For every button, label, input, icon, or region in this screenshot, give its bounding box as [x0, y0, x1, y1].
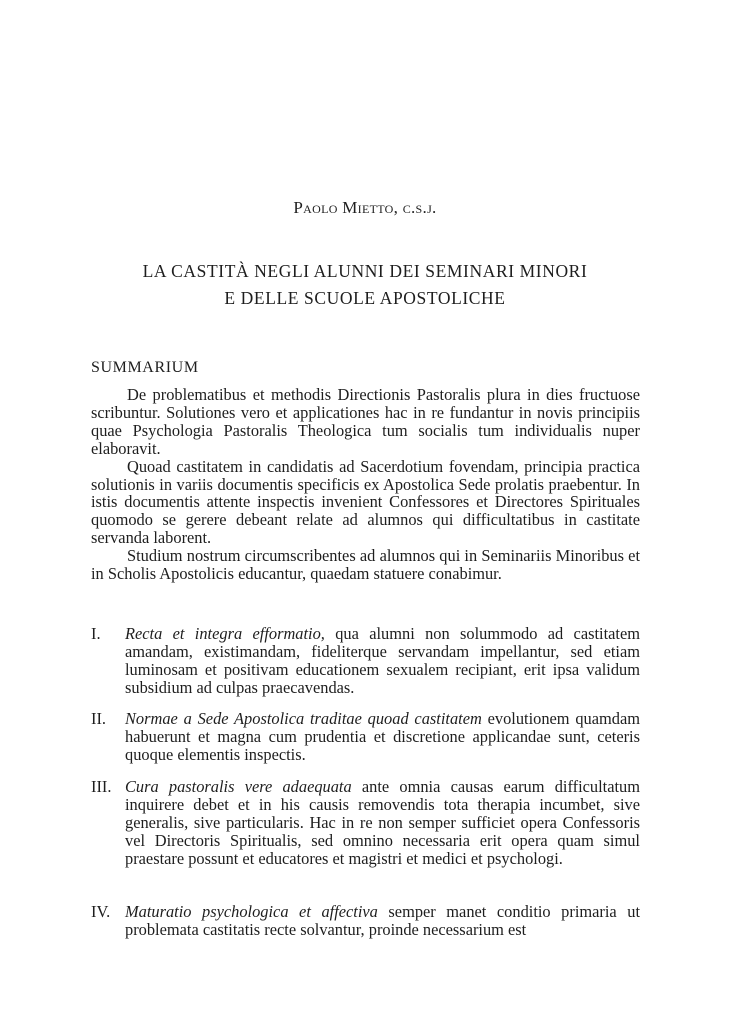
list-item-1 — [91, 625, 640, 697]
article-title-line-2: E DELLE SCUOLE APOSTOLICHE — [224, 288, 506, 308]
list-item-number: I. — [91, 624, 101, 643]
list-item-text — [125, 903, 640, 939]
summarium-paragraph-2: Quoad castitatem in candidatis ad Sacerdotium fovendam, principia practica solutionis in variis documentis specificis ex Apostolica Sede prolatis praebentur. In istis documentis attente inspectis invenient Confessores et Directores Spirituales quomodo se gerere debeant relate ad alumnos qui difficultatibus in castitate servanda laborent. — [91, 456, 640, 548]
list-item-3 — [91, 778, 640, 868]
list-item-2 — [91, 710, 640, 764]
list-item-rest: semper manet conditio primaria ut problemata castitatis recte solvantur, proinde necessarium est — [125, 902, 640, 939]
summarium-heading: SUMMARIUM — [91, 359, 199, 376]
list-item-lead: Cura pastoralis vere adaequata — [125, 777, 352, 796]
list-item-text — [125, 778, 640, 868]
article-title-line-1: LA CASTITÀ NEGLI ALUNNI DEI SEMINARI MINORI — [142, 261, 588, 281]
list-item-lead: Maturatio psychologica et affectiva — [125, 902, 378, 921]
list-item-number: II. — [91, 709, 107, 728]
list-item-number: III. — [91, 777, 112, 796]
summarium-paragraph-3: Studium nostrum circumscribentes ad alumnos qui in Seminariis Minoribus et in Scholis Apostolicis educantur, quaedam statuere conabimur. — [91, 546, 640, 584]
list-item-4 — [91, 903, 640, 939]
list-item-text — [125, 710, 640, 764]
summarium-body — [91, 386, 640, 583]
list-item-rest: qua alumni non solummodo ad castitatem amandam, existimandam, fideliterque servandam impellantur, sed etiam luminosam et positivam educationem sexualem recipiant, erit ipsa validum subsidium ad culpas praecavendas. — [125, 624, 640, 697]
article-title — [0, 258, 730, 312]
list-item-rest: ante omnia causas earum difficultatum inquirere debet et in his causis removendis tota therapia incumbet, sive generalis, sive particularis. Hac in re non semper sufficiet opera Confessoris vel Directoris Spiritualis, sed omnino necessaria erit opera quam simul praestare possunt et educatores et magistri et medici et psychologi. — [125, 777, 640, 868]
list-item-text — [125, 625, 640, 697]
list-item-number: IV. — [91, 902, 111, 921]
list-item-lead: Normae a Sede Apostolica traditae quoad castitatem — [125, 709, 482, 728]
list-item-rest: evolutionem quamdam habuerunt et magna cum prudentia et discretione applicandae sunt, ceteris quoque elementis inspectis. — [125, 709, 640, 764]
summarium-paragraph-1: De problematibus et methodis Directionis Pastoralis plura in dies fructuose scribuntur. Solutiones vero et applicationes hac in re fundantur in novis principiis quae Psychologia Pastoralis Theologica tum socialis tum individualis nuper elaboravit. — [91, 385, 640, 458]
author-name: Paolo Mietto, c.s.j. — [293, 198, 437, 217]
list-item-lead: Recta et integra efformatio, — [125, 624, 325, 643]
